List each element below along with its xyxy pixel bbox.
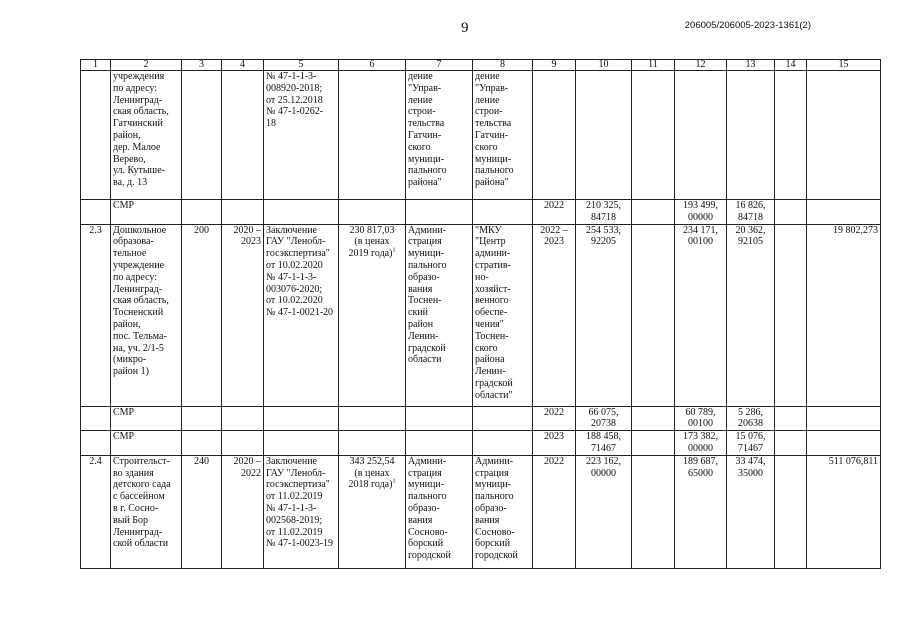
table-cell: 60 789, 00100	[675, 406, 727, 431]
table-cell: 2.3	[81, 224, 111, 406]
table-cell	[775, 71, 807, 200]
column-header: 9	[533, 60, 576, 71]
table-cell: дение "Управ- ление строи- тельства Гатчин- ского муници- пального района"	[406, 71, 473, 200]
table-cell: дение "Управ- ление строи- тельства Гатчин- ского муници- пального района"	[473, 71, 533, 200]
table-cell	[807, 200, 881, 225]
table-cell	[81, 200, 111, 225]
table-cell: Админи- страция муници- пального образо- вания Сосново- борский городской	[473, 455, 533, 568]
table-cell	[675, 71, 727, 200]
table-cell: 20 362, 92105	[727, 224, 775, 406]
table-cell	[222, 200, 264, 225]
table-cell: Дошкольное образова- тельное учреждение по адресу: Ленинград- ская область, Тосненский район, пос. Тельма- на, уч. 2/1-5 (микро- район 1)	[111, 224, 182, 406]
table-cell	[775, 455, 807, 568]
column-header: 7	[406, 60, 473, 71]
table-cell	[406, 406, 473, 431]
table-cell: 16 826, 84718	[727, 200, 775, 225]
table-cell	[222, 406, 264, 431]
table-cell: СМР	[111, 200, 182, 225]
table-cell	[632, 406, 675, 431]
table-cell: Админи- страция муници- пального образо- вания Тоснен- ский район Ленин- градской области	[406, 224, 473, 406]
cost-value: 343 252,54 (в ценах 2018 года)	[348, 455, 395, 491]
table-cell	[339, 406, 406, 431]
table-cell	[473, 431, 533, 456]
table-cell	[182, 200, 222, 225]
table-cell	[182, 406, 222, 431]
column-header: 3	[182, 60, 222, 71]
table-cell	[81, 431, 111, 456]
table-cell	[406, 200, 473, 225]
table-cell: Строительст- во здания детского сада с бассейном в г. Сосно- вый Бор Ленинград- ской области	[111, 455, 182, 568]
table-cell	[807, 431, 881, 456]
table-cell	[339, 200, 406, 225]
table-cell	[533, 71, 576, 200]
table-row	[81, 71, 881, 200]
table-cell	[632, 71, 675, 200]
table-cell: 234 171, 00100	[675, 224, 727, 406]
table-cell	[182, 431, 222, 456]
table-cell	[264, 431, 339, 456]
table-cell	[473, 406, 533, 431]
table-cell	[807, 71, 881, 200]
table-cell: Админи- страция муници- пального образо- вания Сосново- борский городской	[406, 455, 473, 568]
table-cell	[182, 71, 222, 200]
table-cell: "МКУ "Центр админи- стратив- но- хозяйст- венного обеспе- чения" Тоснен- ского района Ленин- градской области"	[473, 224, 533, 406]
column-header: 13	[727, 60, 775, 71]
table-cell	[339, 224, 406, 406]
table-cell	[727, 71, 775, 200]
table-cell	[632, 455, 675, 568]
table-cell: 2022	[533, 406, 576, 431]
table-cell	[632, 200, 675, 225]
table-cell: Заключение ГАУ "Ленобл- госэкспертиза" от 10.02.2020 № 47-1-1-3- 003076-2020; от 10.02.2020 № 47-1-0021-20	[264, 224, 339, 406]
table-cell: 223 162, 00000	[576, 455, 632, 568]
column-header: 8	[473, 60, 533, 71]
table-cell	[264, 406, 339, 431]
table-cell: СМР	[111, 431, 182, 456]
table-cell	[406, 431, 473, 456]
column-header: 5	[264, 60, 339, 71]
table-cell: 210 325, 84718	[576, 200, 632, 225]
table-row	[81, 200, 881, 225]
column-header: 2	[111, 60, 182, 71]
table-cell	[632, 224, 675, 406]
table-cell: 66 075, 20738	[576, 406, 632, 431]
table-cell: 2023	[533, 431, 576, 456]
table-cell: 200	[182, 224, 222, 406]
data-table	[80, 59, 881, 569]
table-cell: 2022 – 2023	[533, 224, 576, 406]
table-cell: 173 382, 00000	[675, 431, 727, 456]
column-header: 10	[576, 60, 632, 71]
table-row	[81, 455, 881, 568]
table-cell	[339, 455, 406, 568]
table-cell	[473, 200, 533, 225]
column-number-row	[81, 60, 881, 71]
table-cell	[222, 431, 264, 456]
table-cell: № 47-1-1-3- 008920-2018; от 25.12.2018 № 47-1-0262- 18	[264, 71, 339, 200]
table-cell: 2.4	[81, 455, 111, 568]
table-cell: 2020 – 2022	[222, 455, 264, 568]
table-cell: СМР	[111, 406, 182, 431]
table-cell: 189 687, 65000	[675, 455, 727, 568]
table-cell	[775, 224, 807, 406]
table-cell: 240	[182, 455, 222, 568]
table-cell	[775, 406, 807, 431]
column-header: 1	[81, 60, 111, 71]
table-row	[81, 224, 881, 406]
table-cell	[775, 431, 807, 456]
table-cell: 19 802,273	[807, 224, 881, 406]
table-cell	[81, 406, 111, 431]
column-header: 4	[222, 60, 264, 71]
table-cell	[576, 71, 632, 200]
column-header: 12	[675, 60, 727, 71]
table-cell: 254 533, 92205	[576, 224, 632, 406]
table-cell: 511 076,811	[807, 455, 881, 568]
table-cell: 193 499, 00000	[675, 200, 727, 225]
table-cell	[339, 71, 406, 200]
footnote-marker: 1	[392, 479, 396, 486]
column-header: 14	[775, 60, 807, 71]
table-row	[81, 431, 881, 456]
table-cell: учреждения по адресу: Ленинград- ская область, Гатчинский район, дер. Малое Верево, ул. Кутыше- ва, д. 13	[111, 71, 182, 200]
table-cell: 2022	[533, 455, 576, 568]
table-cell: 33 474, 35000	[727, 455, 775, 568]
cost-value: 230 817,03 (в ценах 2019 года)	[348, 224, 395, 260]
document-id: 206005/206005-2023-1361(2)	[684, 20, 811, 31]
table-cell: 188 458, 71467	[576, 431, 632, 456]
column-header: 15	[807, 60, 881, 71]
table-cell	[807, 406, 881, 431]
page-number: 9	[461, 20, 469, 36]
table-cell: Заключение ГАУ "Ленобл- госэкспертиза" от 11.02.2019 № 47-1-1-3- 002568-2019; от 11.02.2019 № 47-1-0023-19	[264, 455, 339, 568]
table-cell: 2020 – 2023	[222, 224, 264, 406]
table-row	[81, 406, 881, 431]
table-cell: 15 076, 71467	[727, 431, 775, 456]
column-header: 11	[632, 60, 675, 71]
column-header: 6	[339, 60, 406, 71]
table-cell	[81, 71, 111, 200]
table-cell	[632, 431, 675, 456]
table-cell	[339, 431, 406, 456]
footnote-marker: 1	[392, 247, 396, 254]
table-cell	[775, 200, 807, 225]
table-cell: 5 286, 20638	[727, 406, 775, 431]
table-cell	[264, 200, 339, 225]
table-cell	[222, 71, 264, 200]
table-cell: 2022	[533, 200, 576, 225]
